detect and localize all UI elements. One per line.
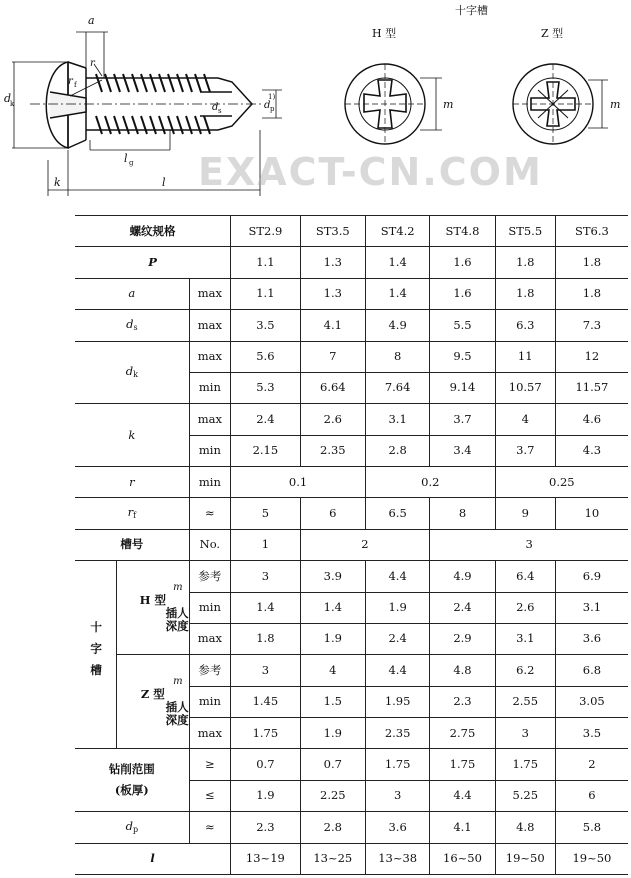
row-ds: [75, 310, 628, 341]
thread-crest: [168, 74, 174, 92]
cell: 4.1: [430, 812, 495, 843]
cell: 2.3: [231, 812, 301, 843]
label-recess-no: 槽号: [75, 529, 189, 560]
header-size: ST5.5: [495, 216, 555, 247]
thread-crest: [168, 116, 174, 134]
cell: 3: [231, 655, 301, 686]
cell: 4.9: [430, 561, 495, 592]
cell: 1: [231, 529, 301, 560]
label-m-h: m: [443, 98, 454, 111]
row-k-max: [75, 404, 628, 435]
qual: max: [189, 623, 231, 654]
cell: 3.7: [495, 435, 555, 466]
cell: 13~38: [365, 843, 429, 875]
cell: 1.4: [365, 247, 429, 278]
thread-crest: [141, 74, 147, 92]
qual: ≈: [189, 498, 231, 529]
cell: 1.75: [430, 749, 495, 780]
thread-crest: [123, 116, 129, 134]
cell: 1.45: [231, 686, 301, 717]
cell: 2.8: [300, 812, 365, 843]
header-label: 螺纹规格: [75, 216, 231, 247]
h-type-head: [345, 64, 442, 144]
cell: 1.9: [365, 592, 429, 623]
cell: 1.9: [300, 623, 365, 654]
label-dk-sub: k: [10, 100, 15, 108]
label-drill-range: 钻削范围 (板厚): [75, 749, 189, 812]
cell: 10.57: [495, 372, 555, 403]
qual: max: [189, 341, 231, 372]
screw-side-view: [30, 62, 262, 148]
qual: max: [189, 278, 231, 309]
cell: 2.6: [300, 404, 365, 435]
thread-crest: [186, 74, 192, 92]
thread-crest: [123, 74, 129, 92]
cell: 19~50: [495, 843, 555, 875]
cell: 2.35: [365, 718, 429, 749]
thread-crest: [114, 74, 120, 92]
label-r: r: [90, 58, 95, 69]
cell: 4.8: [495, 812, 555, 843]
cell: 6.3: [495, 310, 555, 341]
label-dk: d: [4, 92, 12, 105]
cell: 1.8: [555, 247, 628, 278]
cell: 7.64: [365, 372, 429, 403]
label-ds: d: [212, 102, 219, 113]
cell: 2.75: [430, 718, 495, 749]
cell: 3.6: [555, 623, 628, 654]
cell: 2.4: [430, 592, 495, 623]
cell: 0.7: [300, 749, 365, 780]
cell: 11: [495, 341, 555, 372]
cell: 5.5: [430, 310, 495, 341]
thread-crest: [105, 74, 111, 92]
h-type-label: H 型: [372, 27, 397, 40]
label-rf-sub: f: [74, 81, 77, 89]
cell: 2.3: [430, 686, 495, 717]
cell: 19~50: [555, 843, 628, 875]
label-dp: $d_p$: [75, 812, 189, 843]
thread-crest: [195, 74, 201, 92]
cell: 0.7: [231, 749, 301, 780]
cell: 1.8: [231, 623, 301, 654]
cell: 5.3: [231, 372, 301, 403]
cell: 2.8: [365, 435, 429, 466]
label-lg: l: [124, 152, 128, 165]
cell: 6.5: [365, 498, 429, 529]
cell: 3.5: [555, 718, 628, 749]
header-size: ST3.5: [300, 216, 365, 247]
cell: 1.75: [365, 749, 429, 780]
cell: 4.6: [555, 404, 628, 435]
cell: 1.3: [300, 278, 365, 309]
cell: 3.1: [495, 623, 555, 654]
cell: 1.6: [430, 278, 495, 309]
qual: min: [189, 592, 231, 623]
cell: 4: [495, 404, 555, 435]
spec-table: [75, 215, 628, 875]
cell: 4.8: [430, 655, 495, 686]
thread-crest: [186, 116, 192, 134]
cell: 9: [495, 498, 555, 529]
cell: 6: [555, 780, 628, 811]
label-dp: d: [264, 100, 271, 111]
cell: 1.95: [365, 686, 429, 717]
thread-crest: [195, 116, 201, 134]
cell: 3.9: [300, 561, 365, 592]
label-a: a: [88, 14, 95, 27]
technical-drawing: [0, 0, 631, 215]
label-p: P: [75, 247, 231, 278]
qual: min: [189, 686, 231, 717]
cell: 3.4: [430, 435, 495, 466]
thread-crest: [96, 116, 102, 134]
row-dk-max: [75, 341, 628, 372]
cell: 3.6: [365, 812, 429, 843]
cell: 8: [365, 341, 429, 372]
label-rf: $r_f$: [75, 498, 189, 529]
thread-crest: [132, 116, 138, 134]
z-type-label: m Z 型 插人 深度: [117, 655, 190, 749]
cell: 4.4: [365, 655, 429, 686]
cell: 4.3: [555, 435, 628, 466]
cell: 2.55: [495, 686, 555, 717]
qual: max: [189, 718, 231, 749]
qual: min: [189, 435, 231, 466]
watermark: EXACT-CN.COM: [198, 150, 543, 194]
cell: 3.5: [231, 310, 301, 341]
cell: 1.9: [300, 718, 365, 749]
cell: 6: [300, 498, 365, 529]
cell: 5.6: [231, 341, 301, 372]
label-ds-sub: s: [218, 107, 222, 115]
cell: 2: [300, 529, 430, 560]
qual: ≥: [189, 749, 231, 780]
cell: 1.5: [300, 686, 365, 717]
cell: 3.05: [555, 686, 628, 717]
cell: 9.5: [430, 341, 495, 372]
cross-recess-label: 十字槽: [75, 561, 117, 749]
thread-crest: [177, 74, 183, 92]
qual: max: [189, 404, 231, 435]
cell: 11.57: [555, 372, 628, 403]
qual: 参考: [189, 655, 231, 686]
cell: 5.25: [495, 780, 555, 811]
cell: 6.8: [555, 655, 628, 686]
thread-crest: [204, 116, 210, 134]
cell: 1.8: [495, 247, 555, 278]
label-l: l: [162, 176, 166, 189]
cell: 13~25: [300, 843, 365, 875]
cell: 3: [365, 780, 429, 811]
label-a: a: [75, 278, 189, 309]
label-dk: $d_k$: [75, 341, 189, 404]
cell: 1.6: [430, 247, 495, 278]
cell: 1.3: [300, 247, 365, 278]
cell: 3: [430, 529, 628, 560]
cell: 1.4: [231, 592, 301, 623]
label-dp-sub: p: [270, 105, 275, 113]
header-size: ST2.9: [231, 216, 301, 247]
cell: 3.1: [365, 404, 429, 435]
header-size: ST6.3: [555, 216, 628, 247]
thread-crest: [204, 74, 210, 92]
h-type-label: m H 型 插人 深度: [117, 561, 190, 655]
thread-crest: [150, 116, 156, 134]
cell: 0.2: [365, 467, 495, 498]
cell: 4.4: [430, 780, 495, 811]
cell: 1.9: [231, 780, 301, 811]
label-r: r: [75, 467, 189, 498]
cell: 13~19: [231, 843, 301, 875]
cell: 7: [300, 341, 365, 372]
cross-recess-title: 十字槽: [455, 4, 488, 17]
label-lg-sub: g: [129, 159, 134, 167]
label-m-z: m: [610, 98, 621, 111]
label-ds: $d_s$: [75, 310, 189, 341]
cell: 2: [555, 749, 628, 780]
qual: min: [189, 467, 231, 498]
cell: 1.8: [555, 278, 628, 309]
header-row: [75, 216, 628, 247]
cell: 4.9: [365, 310, 429, 341]
header-size: ST4.2: [365, 216, 429, 247]
cell: 6.9: [555, 561, 628, 592]
row-h-ref: [75, 561, 628, 592]
cell: 2.6: [495, 592, 555, 623]
cell: 9.14: [430, 372, 495, 403]
row-a: [75, 278, 628, 309]
header-size: ST4.8: [430, 216, 495, 247]
cell: 5: [231, 498, 301, 529]
thread-crest: [96, 74, 102, 92]
z-type-label: Z 型: [541, 27, 564, 40]
cell: 12: [555, 341, 628, 372]
cell: 4.1: [300, 310, 365, 341]
cell: 4: [300, 655, 365, 686]
row-rf: [75, 498, 628, 529]
cell: 0.1: [231, 467, 366, 498]
thread-crest: [132, 74, 138, 92]
label-k: k: [75, 404, 189, 467]
cell: 3.7: [430, 404, 495, 435]
cell: 10: [555, 498, 628, 529]
cell: 6.2: [495, 655, 555, 686]
qual: No.: [189, 529, 231, 560]
label-l: l: [75, 843, 231, 875]
cell: 8: [430, 498, 495, 529]
qual: ≈: [189, 812, 231, 843]
thread-crest: [159, 74, 165, 92]
cell: 5.8: [555, 812, 628, 843]
cell: 2.35: [300, 435, 365, 466]
qual: min: [189, 372, 231, 403]
row-r: [75, 467, 628, 498]
thread-crest: [177, 116, 183, 134]
qual: max: [189, 310, 231, 341]
qual: 参考: [189, 561, 231, 592]
cell: 1.4: [365, 278, 429, 309]
row-dp: [75, 812, 628, 843]
cell: 3: [495, 718, 555, 749]
label-dp-sup: 1): [268, 93, 276, 101]
z-type-head: [513, 64, 608, 144]
cell: 0.25: [495, 467, 628, 498]
cell: 3: [231, 561, 301, 592]
cell: 2.9: [430, 623, 495, 654]
row-p: [75, 247, 628, 278]
cell: 16~50: [430, 843, 495, 875]
cell: 2.4: [365, 623, 429, 654]
cell: 1.75: [231, 718, 301, 749]
row-drill-ge: [75, 749, 628, 780]
cell: 6.4: [495, 561, 555, 592]
label-k: k: [54, 176, 61, 189]
thread-crest: [150, 74, 156, 92]
cell: 3.1: [555, 592, 628, 623]
qual: ≤: [189, 780, 231, 811]
thread-crest: [114, 116, 120, 134]
cell: 6.64: [300, 372, 365, 403]
cell: 2.4: [231, 404, 301, 435]
thread-crest: [159, 116, 165, 134]
cell: 1.1: [231, 247, 301, 278]
cell: 1.4: [300, 592, 365, 623]
cell: 1.1: [231, 278, 301, 309]
cell: 4.4: [365, 561, 429, 592]
label-rf: r: [68, 76, 73, 87]
row-recess-no: [75, 529, 628, 560]
thread-crest: [105, 116, 111, 134]
row-l: [75, 843, 628, 875]
row-z-ref: [75, 655, 628, 686]
cell: 1.8: [495, 278, 555, 309]
cell: 7.3: [555, 310, 628, 341]
thread-crest: [141, 116, 147, 134]
cell: 2.15: [231, 435, 301, 466]
cell: 2.25: [300, 780, 365, 811]
cell: 1.75: [495, 749, 555, 780]
